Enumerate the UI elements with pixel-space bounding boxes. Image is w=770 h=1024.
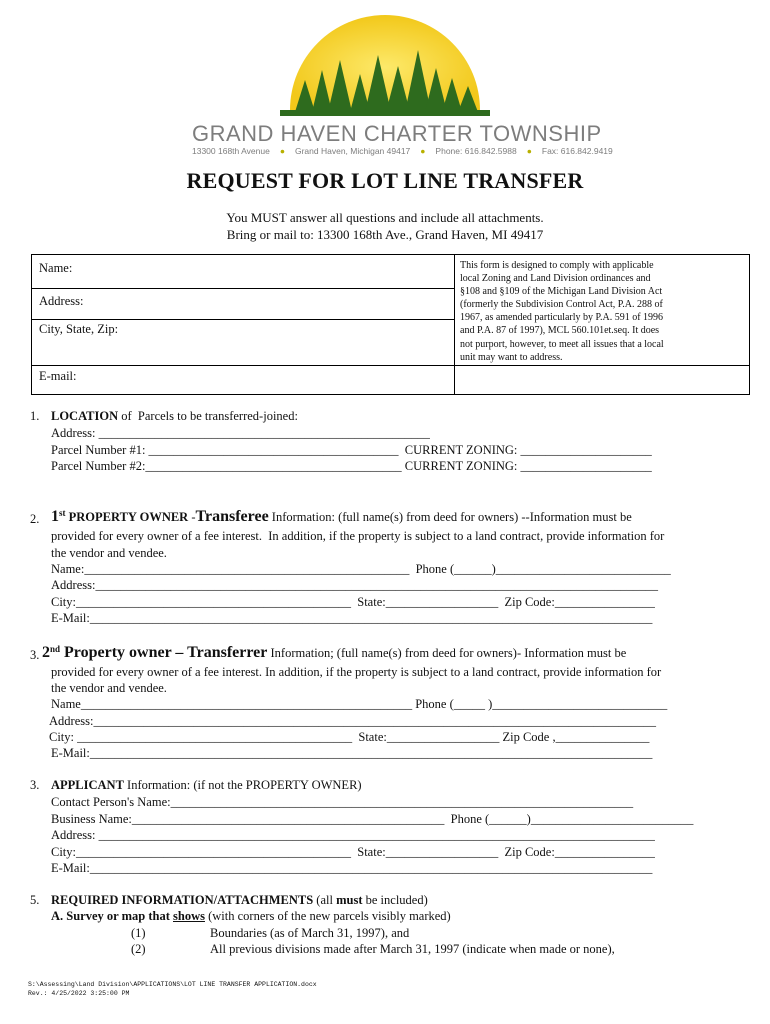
section5-must: must bbox=[336, 893, 363, 907]
org-street: 13300 168th Avenue bbox=[192, 146, 270, 156]
compliance-note bbox=[460, 259, 740, 364]
section2-role: Transferee bbox=[195, 508, 269, 526]
section4-title: APPLICANT bbox=[51, 778, 124, 792]
section1-title-rest: of Parcels to be transferred-joined: bbox=[118, 409, 298, 423]
document-footer bbox=[28, 980, 317, 998]
section2-title-rest: Information: (full name(s) from deed for owners) --Information must be bbox=[268, 510, 632, 525]
instruction-line-2: Bring or mail to: 13300 168th Ave., Grand Haven, MI 49417 bbox=[226, 227, 544, 242]
section3-line2: provided for every owner of a fee interest. In addition, if the property is subject to a land contract, provide information for bbox=[51, 665, 662, 679]
section5-number: 5. bbox=[30, 893, 40, 907]
contact-table bbox=[31, 254, 750, 395]
item2-text: All previous divisions made after March 31, 1997 (indicate when made or none), bbox=[210, 942, 615, 956]
location-address-field[interactable]: Address: _____________________________________________________ bbox=[51, 426, 430, 440]
section3-heading bbox=[42, 644, 626, 662]
section3-title: Property owner – Transferrer bbox=[60, 644, 268, 662]
section1-title: LOCATION bbox=[51, 409, 119, 423]
section3-line3: the vendor and vendee. bbox=[51, 681, 167, 695]
section2-line3: the vendor and vendee. bbox=[51, 546, 167, 560]
note-line: not purport, however, to meet all issues that a local bbox=[460, 338, 664, 350]
section5-rest-a: (all bbox=[313, 893, 337, 907]
revision-date: Rev.: 4/25/2022 3:25:00 PM bbox=[28, 990, 130, 997]
parcel2-field[interactable]: Parcel Number #2:_________________________________________ CURRENT ZONING: _____________________ bbox=[51, 459, 652, 473]
email-field[interactable]: E-mail: bbox=[39, 369, 77, 383]
section2-line2: provided for every owner of a fee interest. In addition, if the property is subject to a land contract, provide information for bbox=[51, 529, 665, 543]
applicant-email-field[interactable]: E-Mail:__________________________________________________________________________________________ bbox=[51, 861, 653, 875]
applicant-address-field[interactable]: Address: _________________________________________________________________________________________ bbox=[51, 828, 655, 842]
note-line: 1967, as amended particularly by P.A. 591 of 1996 bbox=[460, 312, 664, 324]
transferee-city-field[interactable]: City:____________________________________________ State:__________________ Zip Code:________________ bbox=[51, 595, 655, 609]
section5-sub-a bbox=[51, 909, 451, 924]
transferee-email-field[interactable]: E-Mail:__________________________________________________________________________________________ bbox=[51, 611, 653, 625]
section4-heading bbox=[51, 778, 362, 793]
section2-number: 2. bbox=[30, 512, 40, 526]
section3-ordinal-suffix: nd bbox=[50, 644, 61, 654]
transferrer-address-field[interactable]: Address:__________________________________________________________________________________________ bbox=[49, 714, 656, 728]
note-line: This form is designed to comply with applicable bbox=[460, 260, 654, 271]
section5-title: REQUIRED INFORMATION/ATTACHMENTS bbox=[51, 893, 314, 907]
section4-number: 3. bbox=[30, 778, 40, 792]
item2-number: (2) bbox=[131, 942, 146, 956]
section5-rest-b: be included) bbox=[362, 893, 428, 907]
org-name: GRAND HAVEN CHARTER TOWNSHIP bbox=[192, 121, 602, 146]
transferrer-email-field[interactable]: E-Mail:__________________________________________________________________________________________ bbox=[51, 746, 653, 760]
applicant-contact-field[interactable]: Contact Person's Name:__________________________________________________________________________ bbox=[51, 795, 634, 809]
address-field[interactable]: Address: bbox=[39, 294, 84, 308]
org-city: Grand Haven, Michigan 49417 bbox=[294, 146, 411, 156]
file-path: S:\Assessing\Land Division\APPLICATIONS\LOT LINE TRANSFER APPLICATION.docx bbox=[28, 981, 317, 988]
transferee-address-field[interactable]: Address:__________________________________________________________________________________________ bbox=[51, 578, 658, 592]
applicant-city-field[interactable]: City:____________________________________________ State:__________________ Zip Code:________________ bbox=[51, 845, 655, 859]
item1-text: Boundaries (as of March 31, 1997), and bbox=[210, 926, 410, 940]
org-fax: Fax: 616.842.9419 bbox=[541, 146, 613, 156]
section2-ordinal: 1 bbox=[51, 508, 59, 526]
sub-a-rest: (with corners of the new parcels visibly marked) bbox=[204, 909, 451, 923]
item1-number: (1) bbox=[131, 926, 146, 940]
note-line: and P.A. 87 of 1997), MCL 560.101et.seq. It does bbox=[460, 325, 660, 337]
note-line: (formerly the Subdivision Control Act, P.A. 288 of bbox=[460, 299, 663, 311]
section2-title: PROPERTY OWNER bbox=[65, 510, 189, 525]
note-line: §108 and §109 of the Michigan Land Division Act bbox=[460, 286, 663, 298]
transferrer-name-field[interactable]: Name_____________________________________________________ Phone (_____ )____________________________ bbox=[51, 697, 668, 711]
note-line: local Zoning and Land Division ordinances and bbox=[460, 273, 651, 285]
section2-ordinal-suffix: st bbox=[59, 508, 66, 518]
section3-title-rest: Information; (full name(s) from deed for owners)- Information must be bbox=[267, 646, 627, 661]
instruction-line-1: You MUST answer all questions and include all attachments. bbox=[226, 210, 544, 225]
section2-dash: - bbox=[188, 510, 196, 525]
section1-heading bbox=[51, 409, 298, 424]
sub-a-shows: shows bbox=[173, 909, 205, 923]
section2-heading bbox=[51, 508, 632, 526]
section5-heading bbox=[51, 893, 428, 908]
name-field[interactable]: Name: bbox=[39, 261, 73, 275]
city-state-zip-field[interactable]: City, State, Zip: bbox=[39, 322, 119, 336]
section1-number: 1. bbox=[30, 409, 40, 423]
page-title: REQUEST FOR LOT LINE TRANSFER bbox=[186, 168, 584, 193]
sub-a-label: A. Survey or map that bbox=[51, 909, 173, 923]
applicant-business-field[interactable]: Business Name:__________________________________________________ Phone (______)__________________________ bbox=[51, 812, 694, 826]
org-contact-line: 13300 168th Avenue ● Grand Haven, Michigan 49417 ● Phone: 616.842.5988 ● Fax: 616.842.9419 bbox=[192, 146, 613, 156]
section3-number: 3. bbox=[30, 648, 40, 662]
note-line: unit may want to address. bbox=[460, 351, 563, 363]
section3-ordinal: 2 bbox=[42, 644, 50, 662]
transferee-name-field[interactable]: Name:____________________________________________________ Phone (______)____________________________ bbox=[51, 562, 671, 576]
transferrer-city-field[interactable]: City: ____________________________________________ State:__________________ Zip Code ,_______________ bbox=[49, 730, 650, 744]
section4-title-rest: Information: (if not the PROPERTY OWNER) bbox=[123, 778, 362, 792]
parcel1-field[interactable]: Parcel Number #1: ________________________________________ CURRENT ZONING: _____________________ bbox=[51, 443, 652, 457]
org-phone: Phone: 616.842.5988 bbox=[435, 146, 517, 156]
